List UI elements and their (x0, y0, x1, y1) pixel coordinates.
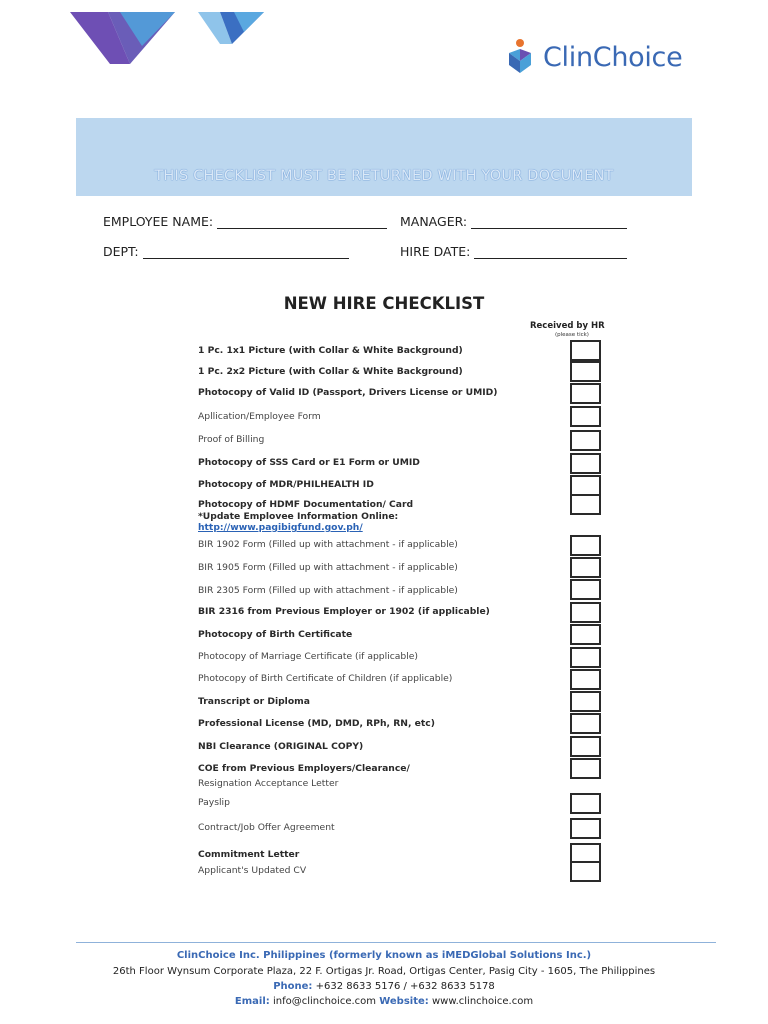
clinchoice-logo-icon (503, 37, 537, 77)
banner-text: THIS CHECKLIST MUST BE RETURNED WITH YOUR DOCUMENT (154, 168, 614, 184)
footer-company (0, 950, 768, 961)
checklist-item: Contract/Job Offer Agreement (198, 822, 335, 833)
tick-box[interactable] (570, 453, 601, 474)
hire-date-field (400, 244, 627, 259)
dept-label: DEPT: (103, 244, 139, 259)
dept-line[interactable] (143, 244, 349, 259)
footer-company-name: ClinChoice Inc. Philippines (formerly known as iMEDGlobal Solutions Inc.) (176, 950, 592, 961)
employee-name-field (103, 214, 387, 229)
tick-box[interactable] (570, 713, 601, 734)
brand-graphic (70, 12, 175, 64)
email-label: Email: (234, 996, 270, 1007)
checklist-item: NBI Clearance (ORIGINAL COPY) (198, 741, 364, 752)
tick-box[interactable] (570, 624, 601, 645)
pagibig-link[interactable]: http://www.pagibigfund.gov.ph/ (198, 522, 363, 533)
tick-box[interactable] (570, 736, 601, 757)
checklist-item: Photocopy of Valid ID (Passport, Drivers License or UMID) (198, 387, 498, 398)
checklist-item: Professional License (MD, DMD, RPh, RN, etc) (198, 718, 435, 729)
checklist-item: Resignation Acceptance Letter (198, 778, 339, 789)
manager-field (400, 214, 627, 229)
checklist-item: Applicant's Updated CV (198, 865, 307, 876)
tick-box[interactable] (570, 861, 601, 882)
please-tick-label: (please tick) (555, 332, 589, 338)
tick-box[interactable] (570, 647, 601, 668)
hire-date-label: HIRE DATE: (400, 244, 471, 259)
checklist-item: 1 Pc. 2x2 Picture (with Collar & White Background) (198, 366, 463, 377)
tick-box[interactable] (570, 758, 601, 779)
checklist-item: BIR 1905 Form (Filled up with attachment - if applicable) (198, 562, 458, 573)
tick-box[interactable] (570, 430, 601, 451)
website-label: Website: (379, 996, 429, 1007)
instruction-banner (76, 118, 692, 196)
tick-box[interactable] (570, 475, 601, 496)
checklist-item: Proof of Billing (198, 434, 265, 445)
checklist-item: Photocopy of SSS Card or E1 Form or UMID (198, 457, 420, 468)
tick-box[interactable] (570, 535, 601, 556)
received-by-hr-label: Received by HR (530, 321, 605, 331)
dept-field (103, 244, 349, 259)
tick-box[interactable] (570, 383, 601, 404)
checklist-item: COE from Previous Employers/Clearance/ (198, 763, 410, 774)
checklist-title: NEW HIRE CHECKLIST (283, 294, 485, 313)
hire-date-line[interactable] (474, 244, 627, 259)
tick-box[interactable] (570, 669, 601, 690)
tick-box[interactable] (570, 340, 601, 361)
tick-box[interactable] (570, 818, 601, 839)
tick-box[interactable] (570, 793, 601, 814)
checklist-item: BIR 2316 from Previous Employer or 1902 (if applicable) (198, 606, 490, 617)
checklist-item: Photocopy of Birth Certificate (198, 629, 353, 640)
footer-contact (0, 996, 768, 1007)
tick-box[interactable] (570, 557, 601, 578)
tick-box[interactable] (570, 406, 601, 427)
checklist-item: BIR 1902 Form (Filled up with attachment - if applicable) (198, 539, 458, 550)
checklist-item: Payslip (198, 797, 230, 808)
checklist-item: Photocopy of Birth Certificate of Children (if applicable) (198, 673, 453, 684)
phone-label: Phone: (273, 981, 313, 992)
clinchoice-logo (503, 37, 682, 77)
brand-graphic-small (198, 12, 264, 44)
footer-phone (0, 981, 768, 992)
checklist-item: BIR 2305 Form (Filled up with attachment - if applicable) (198, 585, 458, 596)
brand-name: ClinChoice (543, 41, 683, 73)
checklist-item: *Update Emplovee Information Online: (198, 511, 399, 522)
checklist-item: Transcript or Diploma (198, 696, 310, 707)
phone-value: +632 8633 5176 / +632 8633 5178 (315, 981, 495, 992)
checklist-item: Photocopy of Marriage Certificate (if applicable) (198, 651, 419, 662)
employee-name-label: EMPLOYEE NAME: (103, 214, 214, 229)
footer-divider (76, 942, 716, 943)
checklist-item: 1 Pc. 1x1 Picture (with Collar & White Background) (198, 345, 463, 356)
website-value[interactable]: www.clinchoice.com (431, 996, 534, 1007)
email-value[interactable]: info@clinchoice.com (272, 996, 377, 1007)
manager-line[interactable] (471, 214, 627, 229)
tick-box[interactable] (570, 602, 601, 623)
checklist-item: Photocopy of MDR/PHILHEALTH ID (198, 479, 374, 490)
checklist-item: Photocopy of HDMF Documentation/ Card (198, 499, 414, 510)
tick-box[interactable] (570, 494, 601, 515)
tick-box[interactable] (570, 691, 601, 712)
checklist-item: Apllication/Employee Form (198, 411, 321, 422)
footer-address: 26th Floor Wynsum Corporate Plaza, 22 F. Ortigas Jr. Road, Ortigas Center, Pasig City - 1605, The Philippines (112, 966, 656, 977)
tick-box[interactable] (570, 579, 601, 600)
manager-label: MANAGER: (400, 214, 468, 229)
tick-box[interactable] (570, 361, 601, 382)
employee-name-line[interactable] (217, 214, 387, 229)
checklist-item: Commitment Letter (198, 849, 300, 860)
